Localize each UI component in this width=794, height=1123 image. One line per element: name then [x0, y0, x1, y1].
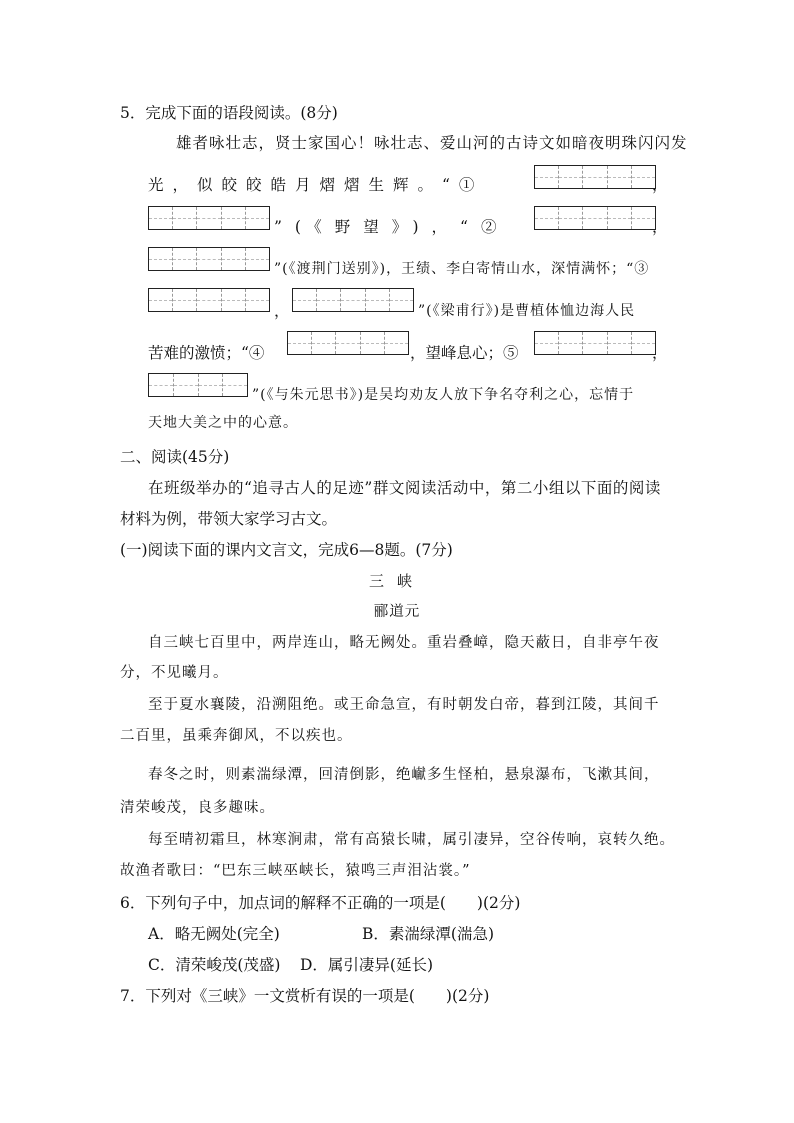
- passage-p2a: 至于夏水襄陵，沿溯阻绝。或王命急宣，有时朝发白帝，暮到江陵，其间千: [148, 697, 660, 713]
- q6-option-b[interactable]: B．素湍绿潭(湍急): [362, 925, 494, 943]
- q5-intro: 雄者咏壮志，贤士家国心！咏壮志、爱山河的古诗文如暗夜明珠闪闪发: [176, 134, 688, 152]
- q5-line8: 天地大美之中的心意。: [148, 415, 298, 431]
- q5-line5: ”(《梁甫行》)是曹植体恤边海人民: [418, 303, 636, 319]
- answer-grid-2b[interactable]: [148, 247, 270, 271]
- q6-option-a[interactable]: A．略无阙处(完全): [148, 925, 280, 943]
- answer-grid-5a[interactable]: [534, 331, 656, 355]
- comma: ，: [652, 344, 668, 362]
- answer-grid-5b[interactable]: [148, 373, 248, 397]
- q5-line6a: 苦难的激愤；“④: [148, 344, 265, 362]
- answer-grid-3b[interactable]: [292, 288, 414, 312]
- section-intro-1: 在班级举办的“追寻古人的足迹”群文阅读活动中，第二小组以下面的阅读: [148, 479, 661, 497]
- answer-grid-3a[interactable]: [148, 288, 270, 312]
- passage-p4b: 故渔者歌曰：“巴东三峡巫峡长，猿鸣三声泪沾裳。”: [120, 863, 471, 879]
- comma: ，: [652, 218, 668, 236]
- q5-line3: ”(《野望》)，“②: [274, 218, 510, 236]
- comma: ，: [274, 302, 290, 320]
- q6-title: 6．下列句子中，加点词的解释不正确的一项是( )(2分): [120, 894, 521, 912]
- passage-p3b: 清荣峻茂，良多趣味。: [120, 800, 275, 816]
- q6-option-d[interactable]: D．属引凄异(延长): [300, 956, 434, 974]
- q6-option-c[interactable]: C．清荣峻茂(茂盛): [148, 956, 281, 974]
- q5-line2: 光，似皎皎皓月熠熠生辉。“①: [148, 176, 484, 194]
- answer-grid-1b[interactable]: [148, 206, 270, 230]
- passage-title: 三峡: [368, 572, 425, 590]
- answer-grid-1a[interactable]: [534, 165, 656, 189]
- q5-line7: ”(《与朱元思书》)是吴均劝友人放下争名夺利之心，忘情于: [252, 387, 635, 403]
- q7-title: 7．下列对《三峡》一文赏析有误的一项是( )(2分): [120, 987, 490, 1005]
- q5-title: 5．完成下面的语段阅读。(8分): [120, 104, 338, 122]
- answer-grid-4[interactable]: [287, 331, 409, 355]
- passage-p2b: 二百里，虽乘奔御风，不以疾也。: [120, 728, 353, 744]
- passage-p1a: 自三峡七百里中，两岸连山，略无阙处。重岩叠嶂，隐天蔽日，自非亭午夜: [148, 635, 660, 651]
- q5-line4: ”(《渡荆门送别》)，王绩、李白寄情山水，深情满怀；“③: [274, 261, 650, 277]
- part-1-instruction: (一)阅读下面的课内文言文，完成6—8题。(7分): [120, 541, 453, 559]
- section-intro-2: 材料为例，带领大家学习古文。: [120, 510, 338, 528]
- passage-p4a: 每至晴初霜旦，林寒涧肃，常有高猿长啸，属引凄异，空谷传响，哀转久绝。: [148, 832, 675, 848]
- passage-p1b: 分，不见曦月。: [120, 665, 229, 681]
- passage-p3a: 春冬之时，则素湍绿潭，回清倒影，绝𪩘多生怪柏，悬泉瀑布，飞漱其间，: [148, 767, 660, 783]
- section-title: 二、阅读(45分): [120, 448, 230, 466]
- answer-grid-2a[interactable]: [534, 206, 656, 230]
- q5-line6b: ，望峰息心；⑤: [410, 344, 519, 362]
- passage-author: 郦道元: [373, 604, 421, 620]
- comma: ，: [652, 176, 668, 194]
